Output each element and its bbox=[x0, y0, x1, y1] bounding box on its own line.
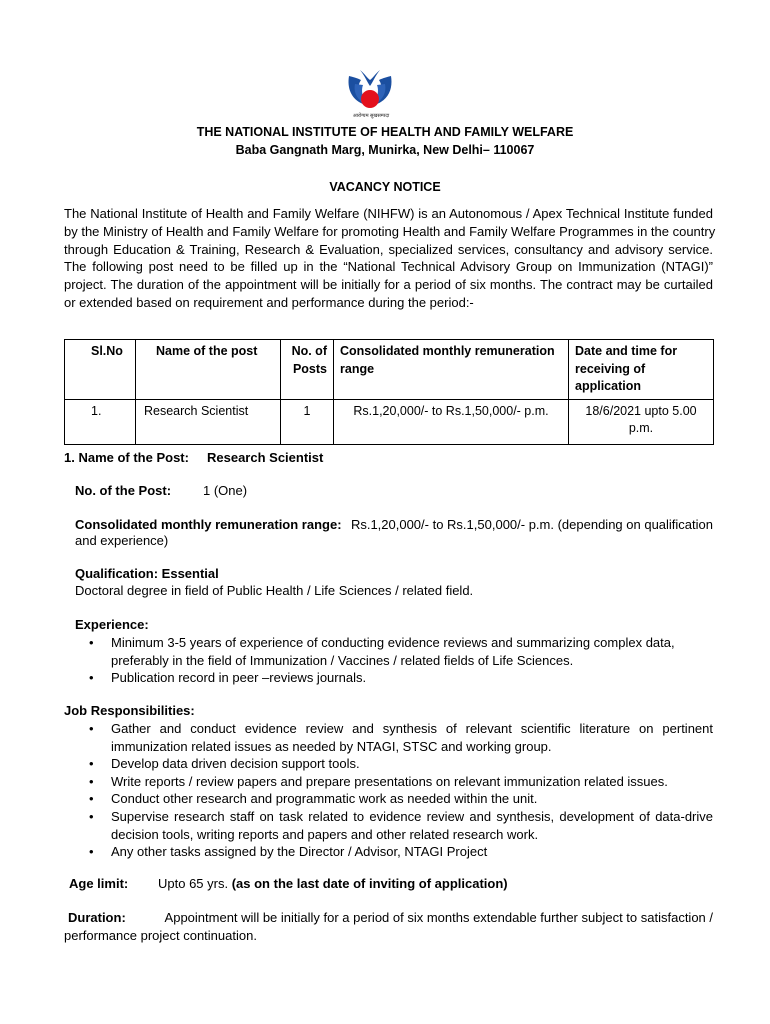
notice-title: VACANCY NOTICE bbox=[329, 180, 441, 194]
list-item bbox=[64, 773, 713, 791]
header-num-posts-line2: Posts bbox=[292, 361, 327, 376]
cell-slno: 1. bbox=[65, 399, 136, 444]
remuneration-value-cont: and experience) bbox=[75, 533, 169, 548]
post-name-value: Research Scientist bbox=[207, 450, 324, 465]
responsibilities-label: Job Responsibilities: bbox=[64, 703, 195, 718]
responsibility-text: • Any other tasks assigned by the Director / Advisor, NTAGI Project bbox=[111, 844, 488, 860]
institute-address: Baba Gangnath Marg, Munirka, New Delhi– 110067 bbox=[235, 143, 535, 157]
responsibility-text: • Supervise research staff on task related to evidence review and synthesis, development of data-drive bbox=[111, 808, 713, 824]
cell-remuneration: Rs.1,20,000/- to Rs.1,50,000/- p.m. bbox=[334, 399, 569, 444]
remuneration-label: Consolidated monthly remuneration range: bbox=[75, 517, 342, 532]
list-item bbox=[64, 843, 713, 861]
list-item bbox=[64, 790, 713, 808]
experience-label: Experience: bbox=[75, 617, 149, 632]
header-slno: Sl.No bbox=[65, 340, 136, 400]
cell-post-name: Research Scientist bbox=[136, 399, 281, 444]
duration-text: Appointment will be initially for a period of six months extendable further subject to satisfaction / bbox=[164, 910, 713, 925]
duration-section bbox=[64, 909, 713, 944]
age-limit-label: Age limit: bbox=[69, 876, 129, 891]
list-item bbox=[64, 720, 713, 755]
experience-text: • Publication record in peer –reviews journals. bbox=[111, 670, 367, 686]
intro-line: or extended based on requirement and performance during the period:- bbox=[64, 294, 474, 310]
experience-list bbox=[64, 634, 713, 687]
cell-num-posts: 1 bbox=[281, 399, 334, 444]
remuneration-section bbox=[75, 517, 713, 548]
list-item bbox=[64, 755, 713, 773]
list-item bbox=[64, 634, 713, 669]
age-limit-value bbox=[158, 876, 508, 891]
duration-text-cont: performance project continuation. bbox=[64, 927, 257, 943]
intro-line: project. The duration of the appointment will be initially for a period of six months. The contract may be curtailed bbox=[64, 277, 713, 293]
list-item bbox=[64, 808, 713, 843]
vacancy-table bbox=[64, 339, 714, 445]
responsibility-text: • Gather and conduct evidence review and synthesis of relevant scientific literature on pertinent bbox=[111, 721, 713, 736]
table-header-row bbox=[65, 340, 714, 400]
header-remuneration-line2: range bbox=[340, 361, 375, 376]
age-limit-years: Upto 65 yrs. bbox=[158, 876, 229, 891]
responsibility-text: immunization related issues as needed by NTAGI, STSC and working group. bbox=[111, 738, 552, 754]
list-item bbox=[64, 669, 713, 687]
header-remuneration-line1: Consolidated monthly remuneration bbox=[340, 344, 555, 358]
num-posts-value: 1 (One) bbox=[203, 483, 248, 498]
header-num-posts bbox=[281, 340, 334, 400]
remuneration-value: Rs.1,20,000/- to Rs.1,50,000/- p.m. (depending on qualification bbox=[350, 517, 713, 532]
header-num-posts-line1: No. of bbox=[291, 344, 327, 358]
header-date-line2: receiving of application bbox=[575, 361, 646, 393]
num-posts-label: No. of the Post: bbox=[75, 483, 172, 498]
intro-line: through Education & Training, Research & Evaluation, specialized services, consultancy and advisory service. bbox=[64, 241, 713, 257]
experience-text: • Minimum 3-5 years of experience of conducting evidence reviews and summarizing complex data, bbox=[111, 635, 675, 650]
responsibility-text: • Conduct other research and programmatic work as needed within the unit. bbox=[111, 791, 538, 807]
duration-label: Duration: bbox=[68, 910, 126, 925]
header-date-line1: Date and time for bbox=[575, 344, 678, 358]
age-limit-note: (as on the last date of inviting of application) bbox=[231, 876, 508, 891]
responsibility-text: • Write reports / review papers and prepare presentations on relevant immunization related issues. bbox=[111, 773, 668, 789]
qualification-value: Doctoral degree in field of Public Health / Life Sciences / related field. bbox=[75, 583, 474, 598]
header-remuneration bbox=[334, 340, 569, 400]
header-post-name: Name of the post bbox=[136, 340, 281, 400]
responsibility-text: • Develop data driven decision support tools. bbox=[111, 756, 360, 772]
qualification-label: Qualification: Essential bbox=[75, 566, 219, 581]
post-name-label: 1. Name of the Post: bbox=[64, 450, 189, 465]
intro-paragraph bbox=[64, 205, 716, 312]
table-row bbox=[65, 399, 714, 444]
logo-motto: आरोग्यम सुखसम्पदा bbox=[352, 113, 390, 119]
institute-name: THE NATIONAL INSTITUTE OF HEALTH AND FAMILY WELFARE bbox=[196, 125, 574, 139]
intro-line: The following post need to be filled up in the “National Technical Advisory Group on Immunization (NTAGI)” bbox=[64, 259, 713, 275]
experience-text: preferably in the field of Immunization / Vaccines / related fields of Life Sciences. bbox=[111, 652, 574, 668]
intro-line: by the Ministry of Health and Family Welfare for promoting Health and Family Welfare Programmes in the country bbox=[64, 223, 716, 239]
intro-line: The National Institute of Health and Family Welfare (NIHFW) is an Autonomous / Apex Technical Institute funded bbox=[64, 206, 713, 221]
header-date bbox=[569, 340, 714, 400]
cell-date: 18/6/2021 upto 5.00 p.m. bbox=[569, 399, 714, 444]
responsibility-text: decision tools, writing reports and papers and other related research work. bbox=[111, 826, 539, 842]
responsibilities-list bbox=[64, 720, 713, 861]
